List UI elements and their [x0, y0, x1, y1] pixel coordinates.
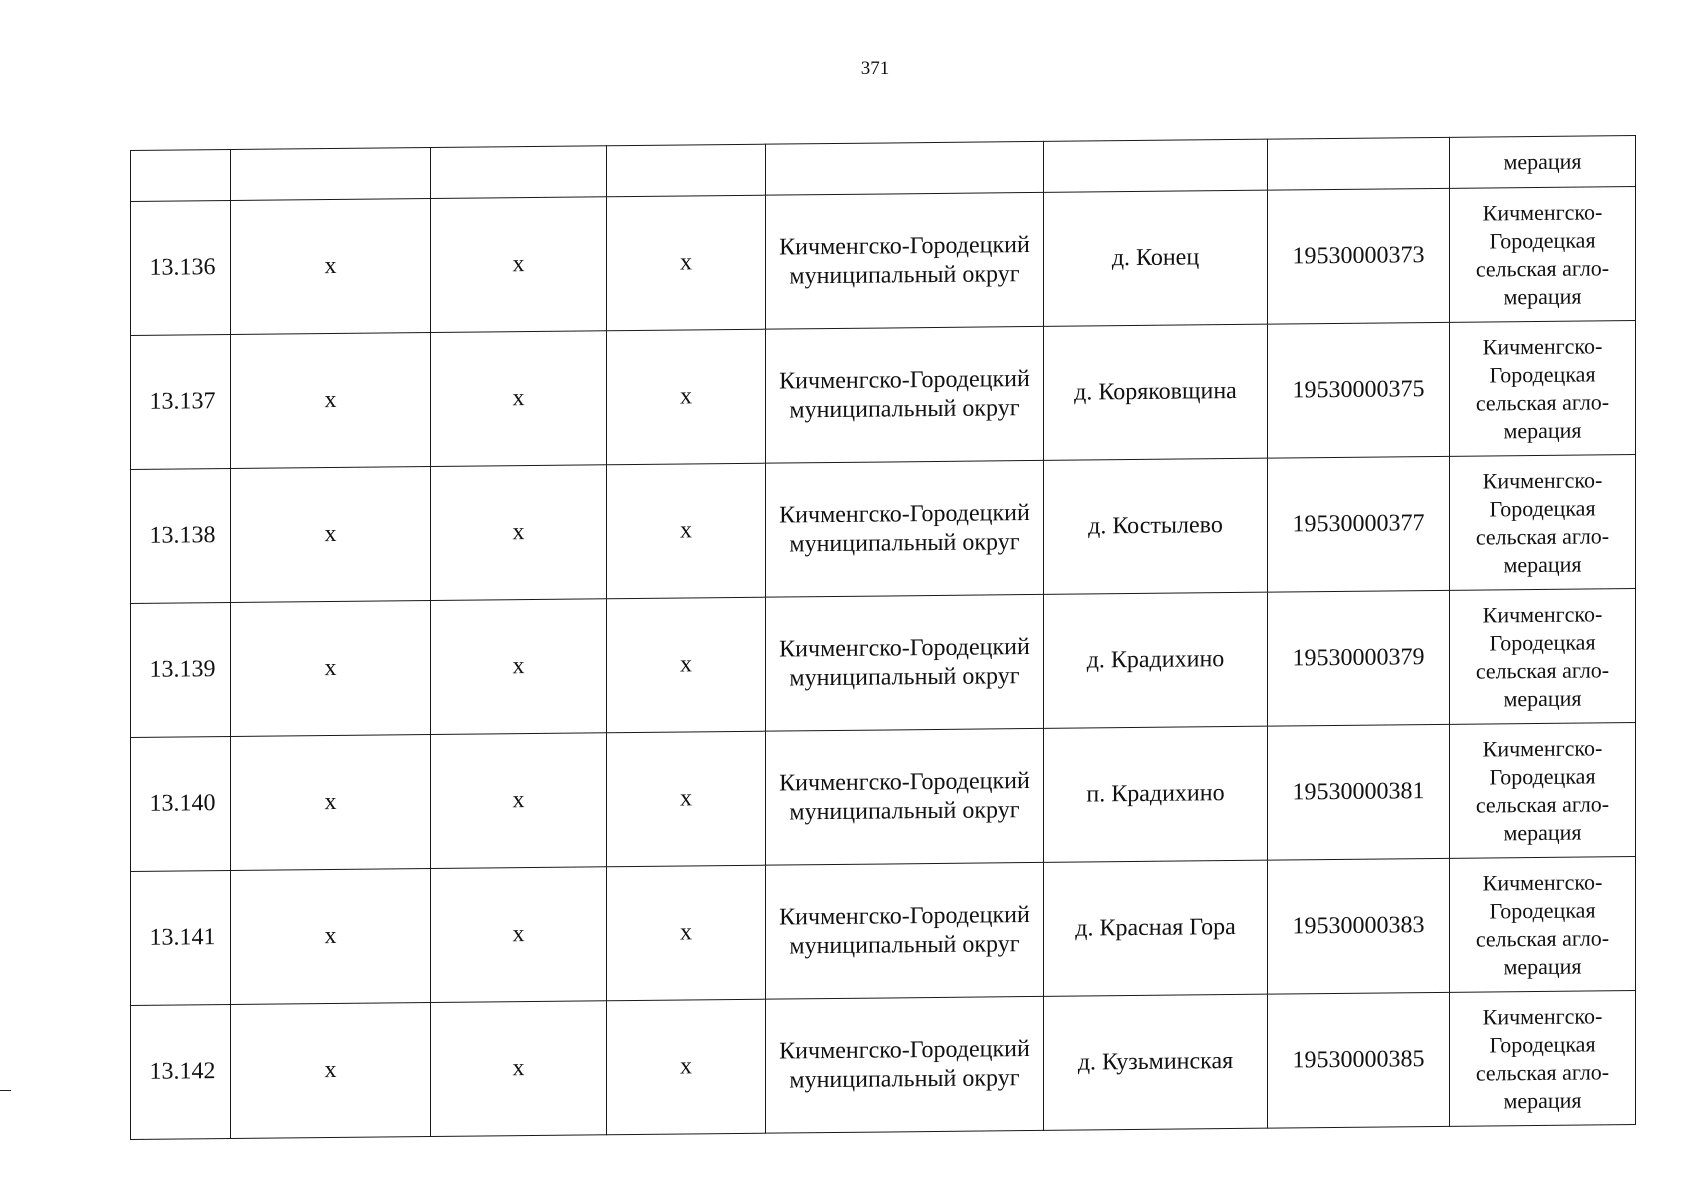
table-row: [131, 991, 1636, 1140]
x-mark-cell: x: [431, 599, 607, 735]
district-cell: Кичменгско-Городецкий муниципальный округ: [766, 326, 1044, 463]
page-number: 371: [860, 58, 890, 79]
district-cell: Кичменгско-Городецкий муниципальный округ: [766, 996, 1044, 1133]
oktmo-code-cell: 19530000377: [1268, 456, 1450, 592]
district-cell: Кичменгско-Городецкий муниципальный округ: [766, 460, 1044, 597]
header-cell-continuation: мерация: [1450, 136, 1636, 189]
header-cell: [231, 148, 431, 201]
x-mark-cell: x: [607, 597, 766, 733]
header-cell: [766, 141, 1044, 195]
x-mark-cell: x: [231, 601, 431, 737]
x-mark-cell: x: [231, 1003, 431, 1139]
settlement-cell: д. Красная Гора: [1044, 860, 1268, 996]
oktmo-code-cell: 19530000381: [1268, 724, 1450, 860]
settlement-cell: д. Конец: [1044, 190, 1268, 326]
row-number-cell: 13.137: [131, 335, 231, 470]
x-mark-cell: x: [431, 1001, 607, 1137]
settlements-table-wrapper: [130, 135, 1635, 1140]
row-number-cell: 13.136: [131, 201, 231, 336]
agglomeration-cell: Кичменгско-Городецкая сельская агло-мерация: [1450, 723, 1636, 859]
settlements-table: [130, 135, 1636, 1140]
district-cell: Кичменгско-Городецкий муниципальный округ: [766, 192, 1044, 329]
table-row: [131, 455, 1636, 604]
district-cell: Кичменгско-Городецкий муниципальный округ: [766, 728, 1044, 865]
margin-mark: [0, 1090, 11, 1091]
oktmo-code-cell: 19530000375: [1268, 322, 1450, 458]
table-body: [131, 136, 1636, 1140]
x-mark-cell: x: [431, 733, 607, 869]
district-cell: Кичменгско-Городецкий муниципальный округ: [766, 594, 1044, 731]
x-mark-cell: x: [231, 467, 431, 603]
oktmo-code-cell: 19530000385: [1268, 992, 1450, 1128]
x-mark-cell: x: [607, 463, 766, 599]
x-mark-cell: x: [607, 195, 766, 331]
header-cell: [607, 144, 766, 197]
row-number-cell: 13.138: [131, 469, 231, 604]
header-cell: [131, 150, 231, 202]
table-row: [131, 321, 1636, 470]
x-mark-cell: x: [607, 865, 766, 1001]
agglomeration-cell: Кичменгско-Городецкая сельская агло-мерация: [1450, 455, 1636, 591]
x-mark-cell: x: [607, 731, 766, 867]
header-cell: [1044, 139, 1268, 192]
settlement-cell: д. Крадихино: [1044, 592, 1268, 728]
x-mark-cell: x: [607, 329, 766, 465]
agglomeration-cell: Кичменгско-Городецкая сельская агло-мерация: [1450, 589, 1636, 725]
agglomeration-cell: Кичменгско-Городецкая сельская агло-мерация: [1450, 857, 1636, 993]
table-row: [131, 187, 1636, 336]
x-mark-cell: x: [431, 867, 607, 1003]
district-cell: Кичменгско-Городецкий муниципальный округ: [766, 862, 1044, 999]
x-mark-cell: x: [607, 999, 766, 1135]
x-mark-cell: x: [231, 735, 431, 871]
agglomeration-cell: Кичменгско-Городецкая сельская агло-мерация: [1450, 187, 1636, 323]
row-number-cell: 13.140: [131, 737, 231, 872]
x-mark-cell: x: [431, 465, 607, 601]
x-mark-cell: x: [431, 197, 607, 333]
oktmo-code-cell: 19530000373: [1268, 188, 1450, 324]
row-number-cell: 13.139: [131, 603, 231, 738]
x-mark-cell: x: [431, 331, 607, 467]
table-row: [131, 589, 1636, 738]
table-row: [131, 857, 1636, 1006]
x-mark-cell: x: [231, 333, 431, 469]
row-number-cell: 13.141: [131, 871, 231, 1006]
row-number-cell: 13.142: [131, 1005, 231, 1140]
table-row: [131, 723, 1636, 872]
agglomeration-cell: Кичменгско-Городецкая сельская агло-мерация: [1450, 321, 1636, 457]
settlement-cell: п. Крадихино: [1044, 726, 1268, 862]
x-mark-cell: x: [231, 199, 431, 335]
settlement-cell: д. Костылево: [1044, 458, 1268, 594]
agglomeration-cell: Кичменгско-Городецкая сельская агло-мерация: [1450, 991, 1636, 1127]
oktmo-code-cell: 19530000383: [1268, 858, 1450, 994]
header-cell: [1268, 137, 1450, 190]
settlement-cell: д. Коряковщина: [1044, 324, 1268, 460]
settlement-cell: д. Кузьминская: [1044, 994, 1268, 1130]
x-mark-cell: x: [231, 869, 431, 1005]
header-cell: [431, 146, 607, 199]
oktmo-code-cell: 19530000379: [1268, 590, 1450, 726]
